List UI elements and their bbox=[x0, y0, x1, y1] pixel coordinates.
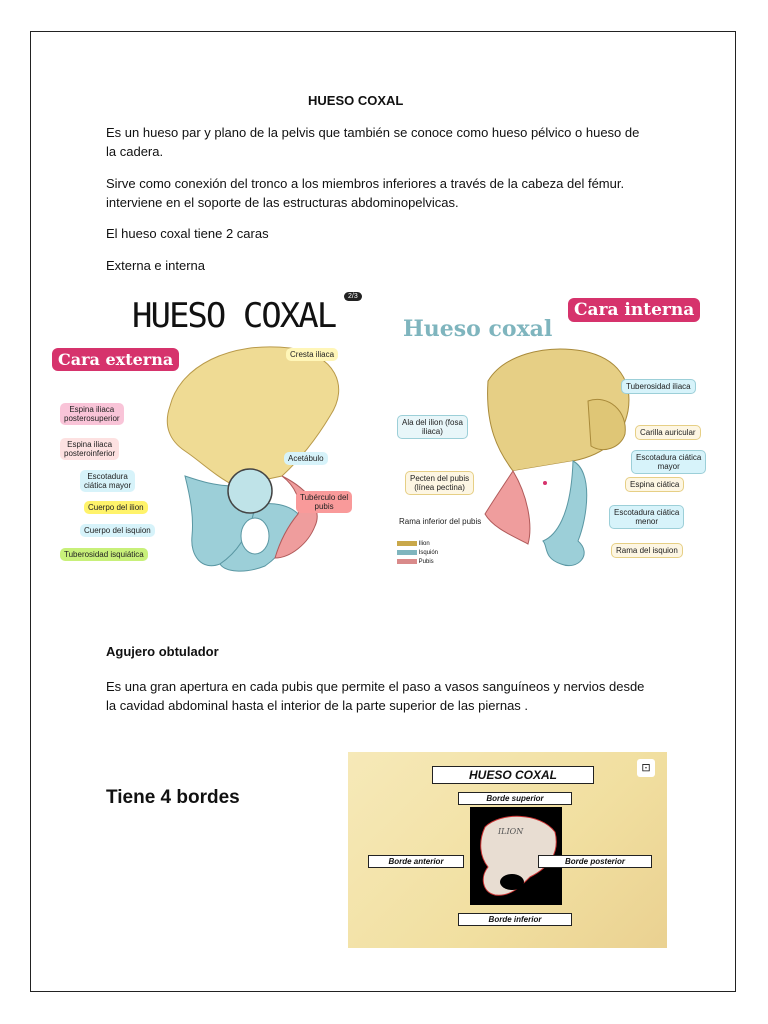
paragraph-function: Sirve como conexión del tronco a los miembros inferiores a través de la cabeza del fémur. interviene en el soporte de las estructuras abdominopelvicas. bbox=[106, 176, 625, 210]
legend-label: Ilion bbox=[418, 541, 430, 547]
legend-label: Isquión bbox=[418, 550, 439, 556]
figure-title: Hueso coxal bbox=[403, 316, 553, 342]
label-escotadura-ciatica: Escotadura ciática mayor bbox=[80, 470, 135, 492]
paragraph-definition: Es un hueso par y plano de la pelvis que también se conoce como hueso pélvico o hueso de la cadera. bbox=[106, 125, 640, 159]
heading-agujero-obturador: Agujero obtulador bbox=[106, 644, 219, 659]
label-borde-anterior: Borde anterior bbox=[368, 855, 464, 868]
legend-swatch bbox=[397, 559, 417, 564]
legend bbox=[397, 540, 438, 567]
label-espina-ciatica: Espina ciática bbox=[625, 477, 684, 492]
paragraph-agujero: Es una gran apertura en cada pubis que permite el paso a vasos sanguíneos y nervios desde la cavidad abdominal hasta el interior de la parte superior de las piernas . bbox=[106, 679, 645, 713]
label-borde-inferior: Borde inferior bbox=[458, 913, 572, 926]
legend-swatch bbox=[397, 550, 417, 555]
label-ala-ilion: Ala del ilion (fosa iliaca) bbox=[397, 415, 468, 439]
doc-title: HUESO COXAL bbox=[308, 93, 404, 108]
label-espina-posteroinferior: Espina iliaca posteroinferior bbox=[60, 438, 119, 460]
figure-cara-interna bbox=[393, 286, 711, 586]
legend-item bbox=[397, 558, 438, 567]
bordes-title: HUESO COXAL bbox=[432, 766, 594, 784]
page-badge: 2/3 bbox=[344, 292, 362, 301]
label-tuberculo-pubis: Tubérculo del pubis bbox=[296, 491, 352, 513]
label-cresta-iliaca: Cresta iliaca bbox=[286, 348, 338, 361]
legend-item bbox=[397, 540, 438, 549]
tag-cara-interna: Cara interna bbox=[568, 298, 700, 322]
paragraph-caras: El hueso coxal tiene 2 caras bbox=[106, 226, 269, 241]
label-rama-isquion: Rama del isquion bbox=[611, 543, 683, 558]
label-cuerpo-ilion: Cuerpo del ilion bbox=[84, 501, 148, 514]
paragraph-externa-interna: Externa e interna bbox=[106, 258, 206, 273]
label-borde-posterior: Borde posterior bbox=[538, 855, 652, 868]
tag-cara-externa: Cara externa bbox=[52, 348, 179, 371]
bookmark-icon[interactable]: ⊡ bbox=[637, 759, 655, 777]
label-tuberosidad-isquiatica: Tuberosidad isquiática bbox=[60, 548, 148, 561]
label-carilla-auricular: Carilla auricular bbox=[635, 425, 701, 440]
label-acetabulo: Acetábulo bbox=[284, 452, 328, 465]
label-tuberosidad-iliaca: Tuberosidad iliaca bbox=[621, 379, 696, 394]
heading-cuatro-bordes: Tiene 4 bordes bbox=[106, 787, 240, 808]
legend-item bbox=[397, 549, 438, 558]
label-escotadura-menor: Escotadura ciática menor bbox=[609, 505, 684, 529]
figure-cara-externa bbox=[50, 286, 368, 586]
figure-title: HUESO COXAL bbox=[132, 296, 336, 336]
legend-label: Pubis bbox=[418, 559, 434, 565]
label-rama-pubis: Rama inferior del pubis bbox=[395, 515, 485, 528]
label-cuerpo-isquion: Cuerpo del isquion bbox=[80, 524, 155, 537]
label-escotadura-mayor: Escotadura ciática mayor bbox=[631, 450, 706, 474]
legend-swatch bbox=[397, 541, 417, 546]
figure-bordes bbox=[348, 752, 667, 948]
label-pecten-pubis: Pecten del pubis (línea pectina) bbox=[405, 471, 474, 495]
label-espina-posterosuperior: Espina iliaca posterosuperior bbox=[60, 403, 124, 425]
label-borde-superior: Borde superior bbox=[458, 792, 572, 805]
label-ilion: ILION bbox=[498, 827, 524, 836]
